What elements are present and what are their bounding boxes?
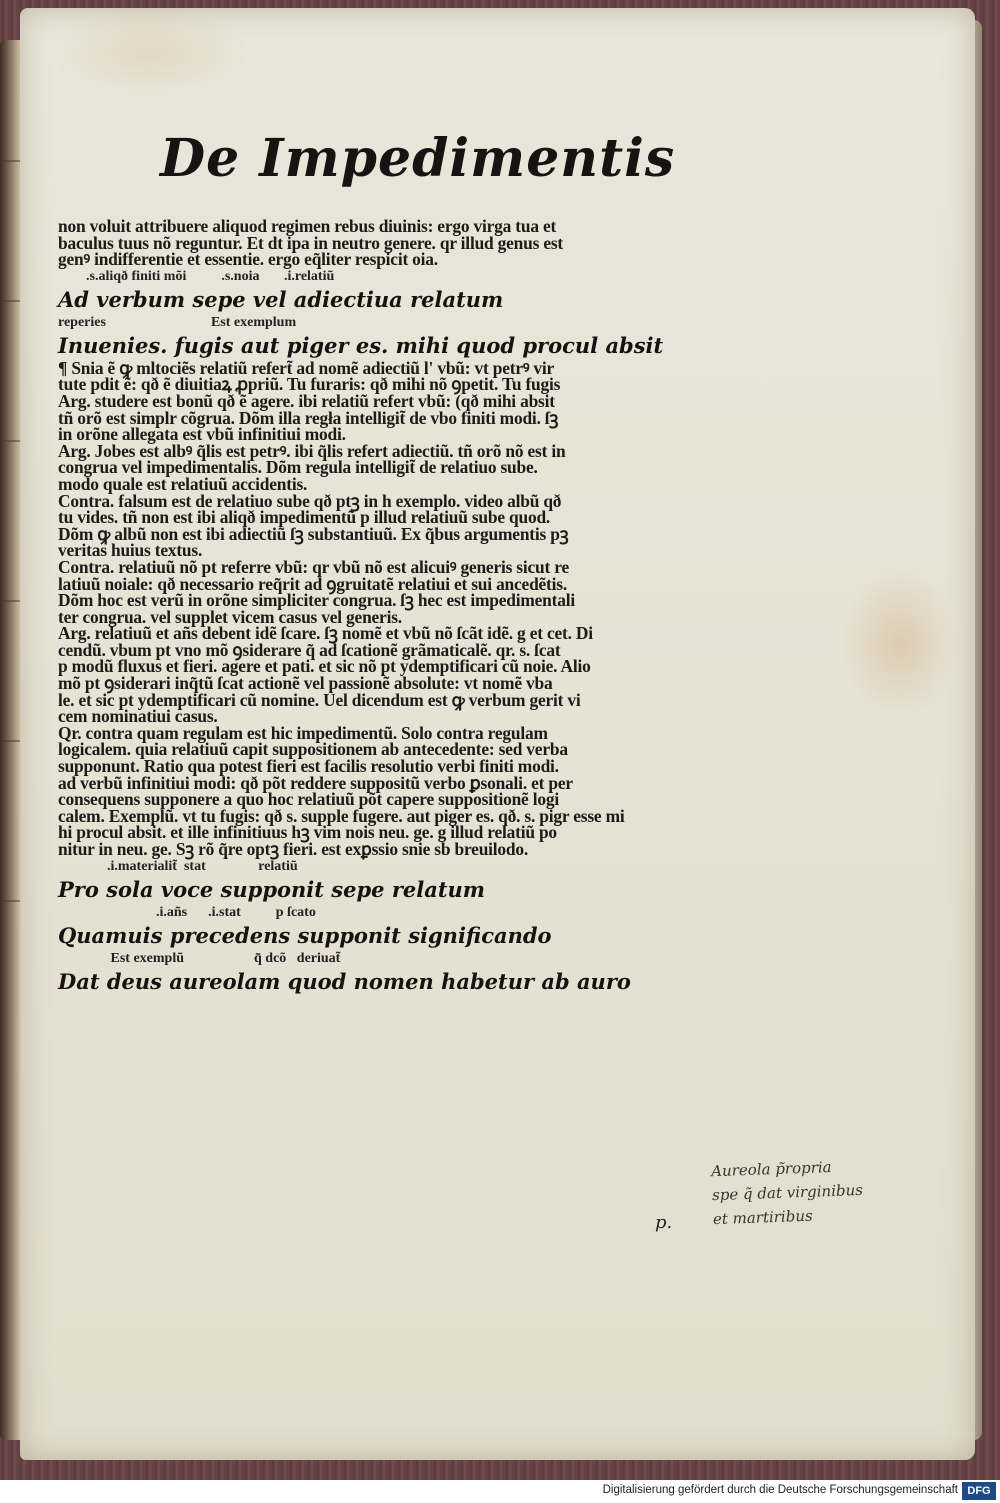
text-line: cendũ. vbum pt vno mõ ꝯsiderare q̃ ad ſcationẽ grãmaticalẽ. qr. s. ſcat	[58, 639, 561, 660]
text-line: tu vides. tñ non est ibi aliqð impedimentũ p illud relatiuũ sube quod.	[58, 507, 551, 528]
digitization-footer	[0, 1480, 1000, 1503]
page-title: De Impedimentis	[160, 128, 676, 189]
interlinear-gloss: reperies Est exemplum	[58, 314, 297, 330]
text-line: tñ orõ est simplr cõgrua. Dõm illa regła intelligit̃ de vbo finiti modi. ſꝫ	[58, 407, 559, 428]
interlinear-gloss: .s.aliqð finiti mõi .s.noia .i.relatiũ	[58, 268, 335, 284]
text-line: ad verbũ infinitiui modi: qð põt reddere suppositũ verbo ꝑsonali. et per	[58, 772, 573, 793]
marginal-note-line: Aureola p̃ropria	[710, 1158, 832, 1181]
dfg-logo: DFG	[962, 1482, 996, 1500]
text-line: mõ pt ꝯsiderari inq̃tũ ſcat actionẽ vel passionẽ absolute: vt nomẽ vba	[58, 673, 553, 694]
text-line: Dõm ꝙ albũ non est ibi adiectiũ ſꝫ substantiuũ. Ex q̃bus argumentis pꝫ	[58, 523, 569, 544]
verse-line: Ad verbum sepe vel adiectiua relatum	[58, 286, 504, 312]
text-line: Qr. contra quam regulam est hic impedimentũ. Solo contra regulam	[58, 722, 548, 743]
text-line: tute pdit ẽ: qð ẽ diuitiaꝝ ꝓpriũ. Tu furaris: qð mihi nõ ꝯpetit. Tu fugis	[58, 374, 561, 395]
paper-stain	[50, 8, 250, 98]
text-line: congrua vel impedimentalis. Dõm regula intelligit̃ de relatiuo sube.	[58, 457, 538, 478]
text-line: veritas huius textus.	[58, 540, 203, 561]
water-stain	[840, 568, 960, 718]
interlinear-gloss: .i.añs .i.stat p ſcato	[58, 904, 316, 920]
verse-line: Dat deus aureolam quod nomen habetur ab auro	[58, 968, 631, 994]
text-line: hi procul absit. et ille infinitiuus hꝫ vim nois neu. ge. g illud relatiũ po	[58, 822, 557, 843]
text-line: Dõm hoc est verũ in orõne simpliciter congrua. ſꝫ hec est impedimentali	[58, 590, 575, 611]
text-line: logicalem. quia relatiuũ capit suppositionem ab antecedente: sed verba	[58, 739, 568, 760]
ink-bleed-through	[800, 915, 940, 955]
text-line: Contra. relatiuũ nõ pt referre vbũ: qr vbũ nõ est alicuiꝰ generis sicut re	[58, 556, 569, 577]
text-line: ¶ Snia ẽ ꝙ mltociẽs relatiũ refert̃ ad nomẽ adiectiũ l' vbũ: vt petrꝰ vir	[58, 357, 555, 378]
text-line: Arg. relatiuũ et añs debent idẽ ſcare. ſꝫ nomẽ et vbũ nõ ſcãt idẽ. g et cet. Di	[58, 623, 593, 644]
text-line: nitur in neu. ge. Sꝫ rõ q̃re optꝫ fieri. est exꝑssio snie sb breuilodo.	[58, 839, 529, 859]
text-line: Arg. Jobes est albꝰ q̃lis est petrꝰ. ibi q̃lis refert adiectiũ. tñ orõ nõ est in	[58, 440, 566, 461]
text-line: p modũ fluxus et fieri. agere et pati. et sic nõ pt ydemptificari cũ noie. Alio	[58, 656, 591, 677]
text-line: calem. Exemplũ. vt tu fugis: qð s. supple fugere. aut piger es. qð. s. pigr esse mi	[58, 805, 625, 826]
text-line: genꝰ indifferentie et essentie. ergo eq̃liter respicit oia.	[58, 249, 438, 270]
marginal-note-line: et martiribus	[712, 1206, 813, 1229]
footer-credit: Digitalisierung gefördert durch die Deutsche Forschungsgemeinschaft	[602, 1484, 958, 1496]
text-line: in orõne allegata est vbũ infinitiui modi.	[58, 424, 346, 445]
interlinear-gloss: Est exemplũ q̃ dcõ deriuat̃	[58, 950, 341, 966]
verse-line: Inuenies. fugis aut piger es. mihi quod procul absit	[58, 332, 664, 358]
verse-line: Pro sola voce supponit sepe relatum	[58, 876, 486, 902]
handwritten-mark: p.	[655, 1212, 673, 1233]
text-line: cem nominatiui casus.	[58, 706, 218, 727]
text-line: consequens supponere a quo hoc relatiuũ põt capere suppositionẽ logi	[58, 789, 559, 810]
text-line: latiuũ noiale: qð necessario req̃rit ad ꝯgruitatẽ relatiui et sui ancedẽtis.	[58, 573, 567, 594]
text-line: Arg. studere est bonũ qð ẽ agere. ibi relatiũ refert vbũ: (qð mihi absit	[58, 390, 555, 411]
interlinear-gloss: .i.materialit̃ stat relatiũ	[58, 858, 298, 874]
main-text-block	[58, 218, 678, 996]
text-line: Contra. falsum est de relatiuo sube qð ptꝫ in h exemplo. video albũ qð	[58, 490, 562, 511]
text-line: non voluit attribuere aliquod regimen rebus diuinis: ergo virga tua et	[58, 216, 557, 236]
text-line: le. et sic pt ydemptificari cũ nomine. Uel dicendum est ꝙ verbum gerit vi	[58, 689, 581, 710]
text-line: baculus tuus nõ reguntur. Et dt ipa in neutro genere. qr illud genus est	[58, 232, 564, 253]
marginal-note-line: spe q̃ dat virginibus	[711, 1180, 864, 1205]
text-line: supponunt. Ratio qua potest fieri est facilis resolutio verbi finiti modi.	[58, 756, 559, 777]
verse-line: Quamuis precedens supponit significando	[58, 922, 552, 948]
text-line: ter congrua. vel supplet vicem casus vel generis.	[58, 606, 402, 627]
handwritten-marginal-note	[711, 1151, 953, 1231]
text-line: modo quale est relatiuũ accidentis.	[58, 473, 308, 494]
